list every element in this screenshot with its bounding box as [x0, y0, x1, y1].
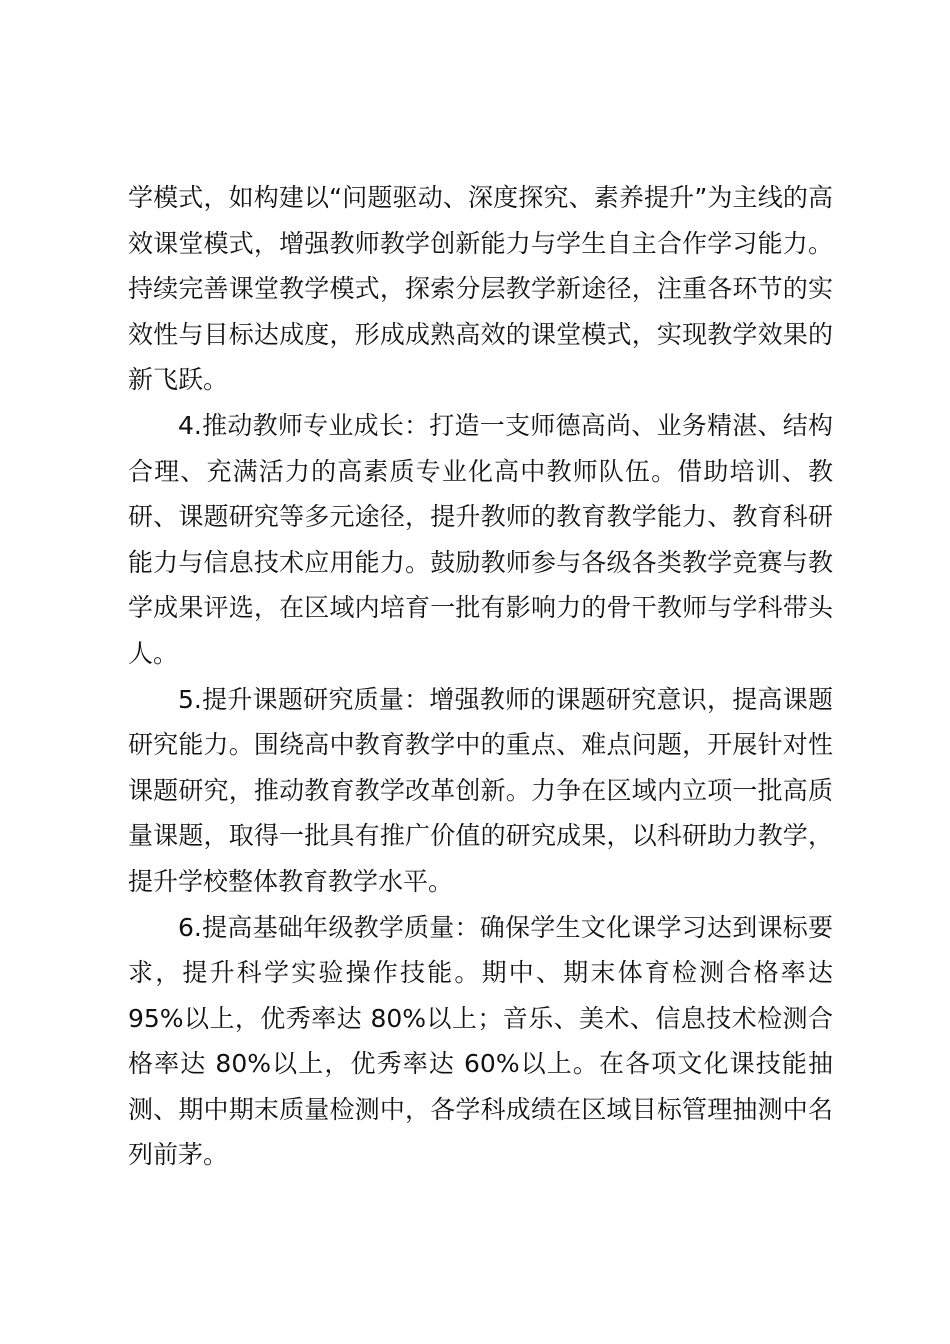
paragraph-teaching-model-continued: 学模式，如构建以“问题驱动、深度探究、素养提升”为主线的高效课堂模式，增强教师教学创新能力与学生自主合作学习能力。持续完善课堂教学模式，探索分层教学新途径，注重各环节的实效性与目标达成度，形成成熟高效的课堂模式，实现教学效果的新飞跃。: [128, 183, 833, 395]
document-body: [128, 175, 833, 1178]
paragraph-research-quality: 5.提升课题研究质量：增强教师的课题研究意识，提高课题研究能力。围绕高中教育教学中的重点、难点问题，开展针对性课题研究，推动教育教学改革创新。力争在区域内立项一批高质量课题，取得一批具有推广价值的研究成果，以科研助力教学，提升学校整体教育教学水平。: [128, 684, 833, 896]
paragraph-teacher-growth: 4.推动教师专业成长：打造一支师德高尚、业务精湛、结构合理、充满活力的高素质专业化高中教师队伍。借助培训、教研、课题研究等多元途径，提升教师的教育教学能力、教育科研能力与信息技术应用能力。鼓励教师参与各级各类教学竞赛与教学成果评选，在区域内培育一批有影响力的骨干教师与学科带头人。: [128, 410, 833, 668]
paragraph-foundation-grades: 6.提高基础年级教学质量：确保学生文化课学习达到课标要求，提升科学实验操作技能。期中、期末体育检测合格率达95%以上，优秀率达 80%以上；音乐、美术、信息技术检测合格率达 80%以上，优秀率达 60%以上。在各项文化课技能抽测、期中期末质量检测中，各学科成绩在区域目标管理抽测中名列前茅。: [128, 912, 833, 1170]
